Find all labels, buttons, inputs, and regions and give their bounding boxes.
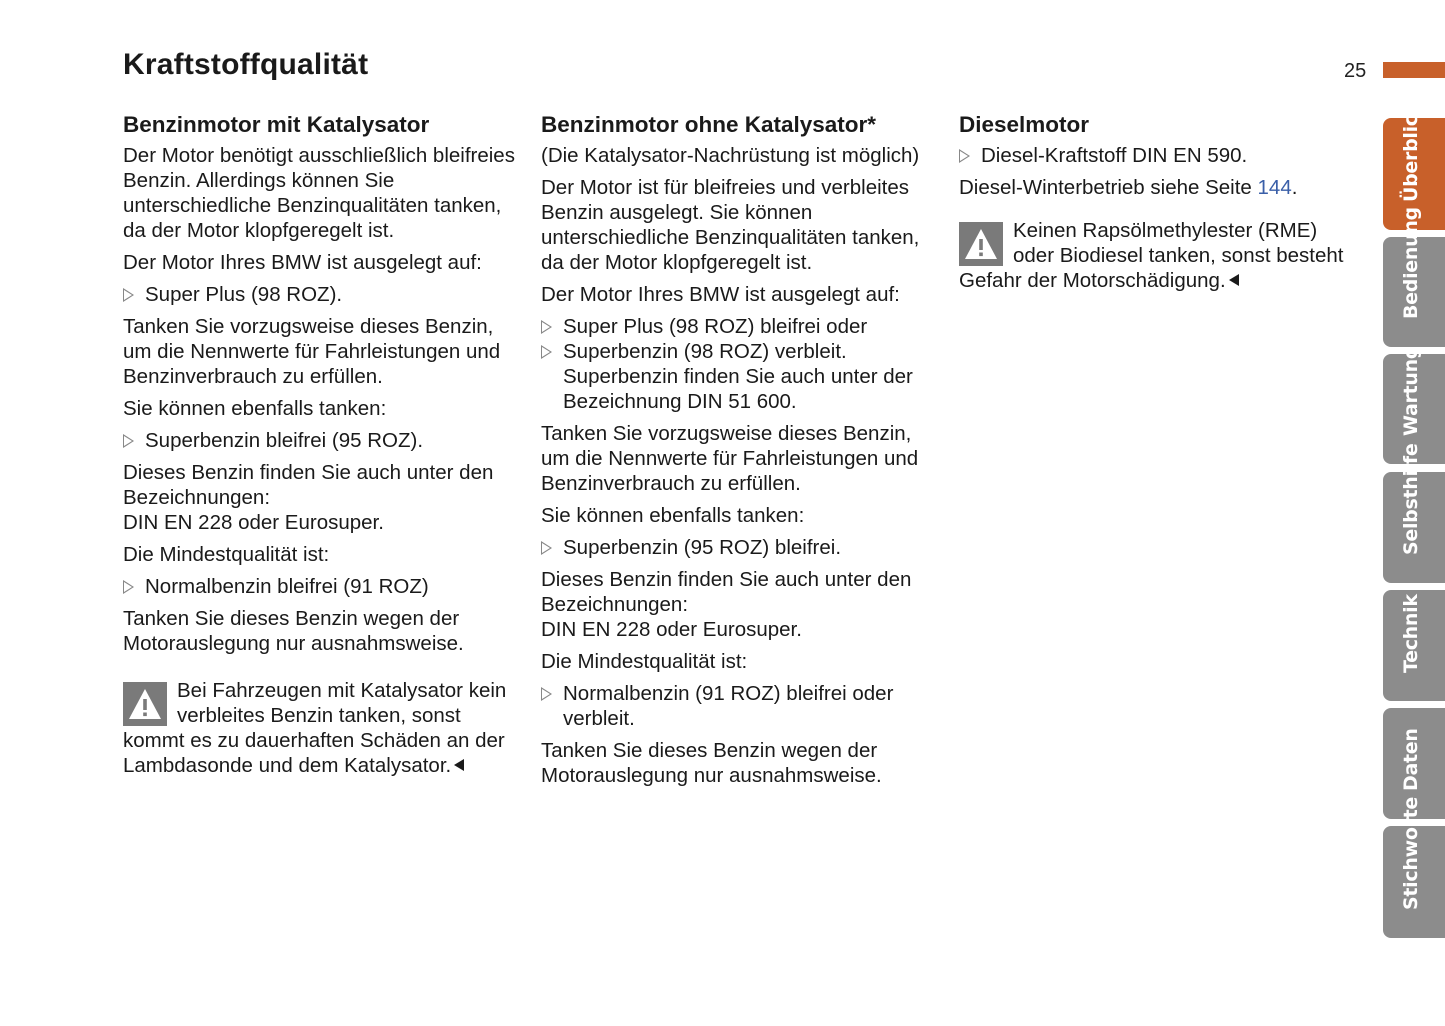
tab-selbsthilfe[interactable] — [1383, 443, 1445, 583]
paragraph: Sie können ebenfalls tanken: — [123, 397, 387, 420]
paragraph: Die Mindestqualität ist: — [541, 650, 748, 673]
section-heading: Benzinmotor mit Katalysator — [123, 112, 430, 137]
warning-text: Bei Fahrzeugen mit Katalysator kein verbleites Benzin tanken, sonst kommt es zu dauerhaften Schäden an der Lambdasonde und dem Katalysator. — [123, 679, 507, 777]
paragraph-line: Dieses Benzin finden Sie auch unter den Bezeichnungen: — [541, 568, 912, 616]
end-mark-icon — [1229, 274, 1239, 286]
list-item-text: Superbenzin (98 ROZ) verbleit. Superbenzin finden Sie auch unter der Bezeichnung DIN 51 600. — [563, 340, 913, 413]
tab-label: Bedienung — [1400, 207, 1422, 319]
tab-stichworte[interactable] — [1383, 796, 1445, 938]
tab-label: Technik — [1400, 594, 1422, 673]
bullet-triangle-icon — [123, 288, 134, 302]
paragraph — [959, 175, 1349, 200]
tab-label: Stichworte — [1400, 796, 1422, 910]
list-item-text: Diesel-Kraftstoff DIN EN 590. — [981, 144, 1248, 167]
page-link[interactable]: 144 — [1257, 176, 1292, 199]
list-item — [541, 535, 943, 560]
list-item-text: Normalbenzin (91 ROZ) bleifrei oder verbleit. — [563, 682, 894, 730]
list-item — [541, 314, 943, 339]
tab-label: Daten — [1400, 728, 1422, 791]
tab-label: Wartung — [1400, 345, 1422, 436]
tab-label: Selbsthilfe — [1400, 443, 1422, 555]
warning-triangle-icon — [959, 222, 1003, 266]
paragraph: Tanken Sie dieses Benzin wegen der Motorauslegung nur ausnahmsweise. — [123, 607, 464, 655]
list-item — [123, 574, 523, 599]
paragraph: Der Motor Ihres BMW ist ausgelegt auf: — [541, 283, 900, 306]
bullet-triangle-icon — [541, 541, 552, 555]
column-dieselmotor — [959, 110, 1349, 293]
tab-technik[interactable] — [1383, 590, 1445, 701]
list-item-text: Superbenzin bleifrei (95 ROZ). — [145, 429, 424, 452]
paragraph: Der Motor benötigt ausschließlich bleifreies Benzin. Allerdings können Sie unterschiedliche Benzinqualitäten tanken, da der Motor klopfgeregelt ist. — [123, 144, 515, 242]
warning-note — [123, 678, 523, 778]
paragraph: (Die Katalysator-Nachrüstung ist möglich) — [541, 144, 920, 167]
paragraph — [123, 460, 523, 535]
paragraph-line: Dieses Benzin finden Sie auch unter den Bezeichnungen: — [123, 461, 494, 509]
list-item — [123, 428, 523, 453]
tab-label: Überblick — [1400, 102, 1422, 202]
paragraph-end: . — [1291, 176, 1298, 199]
page-number: 25 — [1344, 60, 1367, 82]
paragraph — [541, 567, 943, 642]
bullet-triangle-icon — [959, 149, 970, 163]
list-item-text: Superbenzin (95 ROZ) bleifrei. — [563, 536, 842, 559]
list-item — [959, 143, 1349, 168]
paragraph: Die Mindestqualität ist: — [123, 543, 330, 566]
bullet-triangle-icon — [123, 580, 134, 594]
section-heading: Benzinmotor ohne Katalysator* — [541, 112, 877, 137]
bullet-triangle-icon — [123, 434, 134, 448]
column-benzin-mit-kat — [123, 110, 523, 778]
column-benzin-ohne-kat — [541, 110, 943, 795]
paragraph: Der Motor ist für bleifreies und verbleites Benzin ausgelegt. Sie können unterschiedliche Benzinqualitäten tanken, da der Motor klopfgeregelt ist. — [541, 176, 920, 274]
paragraph: Sie können ebenfalls tanken: — [541, 504, 805, 527]
list-item — [123, 282, 523, 307]
tab-bedienung[interactable] — [1383, 207, 1445, 347]
list-item-text: Super Plus (98 ROZ). — [145, 283, 343, 306]
paragraph-text: Diesel-Winterbetrieb siehe Seite — [959, 176, 1258, 199]
paragraph-line: DIN EN 228 oder Eurosuper. — [123, 511, 384, 534]
warning-triangle-icon — [123, 682, 167, 726]
warning-text: Keinen Rapsölmethylester (RME) oder Biodiesel tanken, sonst besteht Gefahr der Motorschädigung. — [959, 219, 1344, 292]
paragraph: Tanken Sie vorzugsweise dieses Benzin, um die Nennwerte für Fahrleistungen und Benzinverbrauch zu erfüllen. — [541, 422, 919, 495]
list-item — [541, 681, 943, 731]
paragraph: Tanken Sie vorzugsweise dieses Benzin, um die Nennwerte für Fahrleistungen und Benzinverbrauch zu erfüllen. — [123, 315, 501, 388]
bullet-triangle-icon — [541, 687, 552, 701]
page-title: Kraftstoffqualität — [123, 48, 369, 81]
list-item-text: Normalbenzin bleifrei (91 ROZ) — [145, 575, 429, 598]
end-mark-icon — [454, 759, 464, 771]
warning-note — [959, 218, 1349, 293]
section-heading: Dieselmotor — [959, 112, 1090, 137]
bullet-triangle-icon — [541, 320, 552, 334]
list-item — [541, 339, 943, 414]
paragraph: Tanken Sie dieses Benzin wegen der Motorauslegung nur ausnahmsweise. — [541, 739, 882, 787]
page-marker — [1383, 62, 1445, 78]
paragraph-line: DIN EN 228 oder Eurosuper. — [541, 618, 802, 641]
paragraph: Der Motor Ihres BMW ist ausgelegt auf: — [123, 251, 482, 274]
list-item-text: Super Plus (98 ROZ) bleifrei oder — [563, 315, 868, 338]
bullet-triangle-icon — [541, 345, 552, 359]
